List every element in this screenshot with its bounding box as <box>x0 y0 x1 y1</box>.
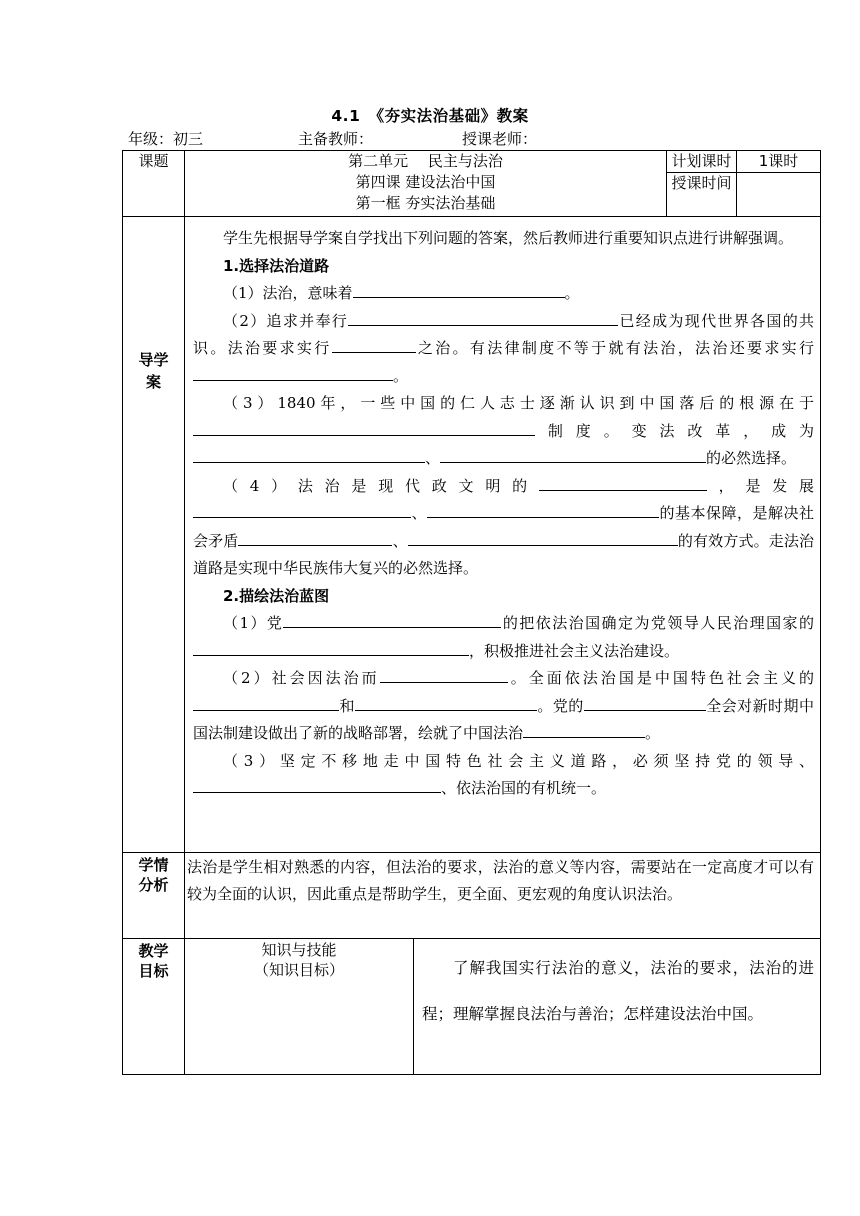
lead-teacher-field: 主备教师： <box>298 130 374 148</box>
answer-blank[interactable] <box>193 364 393 381</box>
teacher-field: 授课老师： <box>462 130 538 148</box>
answer-blank[interactable] <box>380 666 508 683</box>
answer-blank[interactable] <box>584 694 706 711</box>
planned-hours-label: 计划课时 <box>667 151 737 173</box>
question-4: （4）法治是现代政文明的 ，是发展、 的基本保障，是解决社会矛盾 、 的有效方式。走法治道路是实现中华民族伟大复兴的必然选择。 <box>193 473 814 583</box>
question-5: （1）党 的把依法治国确定为党领导人民治理国家的，积极推进社会主义法治建设。 <box>193 610 814 665</box>
objectives-label-text: 教学目标 <box>138 942 169 980</box>
question-6: （2）社会因法治而 。全面依法治国是中国特色社会主义的和 。党的 全会对新时期中国法制建设做出了新的战略部署，绘就了中国法治 。 <box>193 665 814 748</box>
objectives-row <box>123 939 821 1075</box>
topic-line-section: 第一框 夯实法治基础 <box>355 194 496 212</box>
answer-blank[interactable] <box>427 501 659 518</box>
analysis-content: 法治是学生相对熟悉的内容，但法治的要求，法治的意义等内容，需要站在一定高度才可以有较为全面的认识，因此重点是帮助学生，更全面、更宏观的角度认识法治。 <box>185 853 821 939</box>
objective-category <box>185 939 414 1075</box>
guide-intro: 学生先根据导学案自学找出下列问题的答案，然后教师进行重要知识点进行讲解强调。 <box>223 229 794 247</box>
answer-blank[interactable] <box>238 529 392 546</box>
grade-field: 年级：初三 <box>128 130 204 148</box>
section-heading-2: 2.描绘法治蓝图 <box>223 586 330 605</box>
lesson-plan-table <box>122 150 821 1075</box>
guide-label-text: 导学案 <box>138 351 169 391</box>
question-2: （2）追求并奉行 已经成为现代世界各国的共识。法治要求实行 之治。有法律制度不等于就有法治，法治还要求实行。 <box>193 308 814 391</box>
analysis-label-text: 学情分析 <box>138 856 169 894</box>
answer-blank[interactable] <box>283 611 501 628</box>
analysis-label <box>123 853 185 939</box>
guide-content <box>185 217 821 853</box>
answer-blank[interactable] <box>348 309 618 326</box>
topic-content <box>185 151 667 217</box>
question-7: （3）坚定不移地走中国特色社会主义道路，必须坚持党的领导、、依法治国的有机统一。 <box>193 748 814 803</box>
answer-blank[interactable] <box>408 529 678 546</box>
answer-blank[interactable] <box>193 694 339 711</box>
answer-blank[interactable] <box>539 474 707 491</box>
topic-label: 课题 <box>123 151 185 217</box>
topic-line-lesson: 第四课 建设法治中国 <box>355 173 496 191</box>
planned-hours-value: 1课时 <box>737 151 821 173</box>
answer-blank[interactable] <box>193 501 411 518</box>
answer-blank[interactable] <box>523 721 645 738</box>
answer-blank[interactable] <box>332 336 416 353</box>
answer-blank[interactable] <box>193 639 469 656</box>
class-time-value <box>737 173 821 217</box>
objective-category-name: 知识与技能 <box>261 941 337 959</box>
question-1: （1）法治，意味着 。 <box>193 280 814 308</box>
objective-text: 了解我国实行法治的意义，法治的要求，法治的进程；理解掌握良法治与善治；怎样建设法治中国。 <box>422 959 815 1023</box>
answer-blank[interactable] <box>193 419 535 436</box>
class-time-label: 授课时间 <box>667 173 737 217</box>
objective-category-type: （知识目标） <box>253 961 344 979</box>
guide-label <box>123 217 185 853</box>
section-heading-1: 1.选择法治道路 <box>223 256 330 275</box>
answer-blank[interactable] <box>193 776 441 793</box>
analysis-row <box>123 853 821 939</box>
document-title: 4.1 《夯实法治基础》教案 <box>331 107 529 125</box>
topic-line-unit: 第二单元 民主与法治 <box>348 152 503 170</box>
question-3: （3）1840年，一些中国的仁人志士逐渐认识到中国落后的根源在于制度。变法改革，成为、 的必然选择。 <box>193 390 814 473</box>
objective-content <box>414 939 821 1075</box>
topic-row <box>123 151 821 173</box>
answer-blank[interactable] <box>353 281 565 298</box>
objectives-label <box>123 939 185 1075</box>
answer-blank[interactable] <box>355 694 537 711</box>
answer-blank[interactable] <box>193 446 425 463</box>
guide-row <box>123 217 821 853</box>
answer-blank[interactable] <box>440 446 706 463</box>
